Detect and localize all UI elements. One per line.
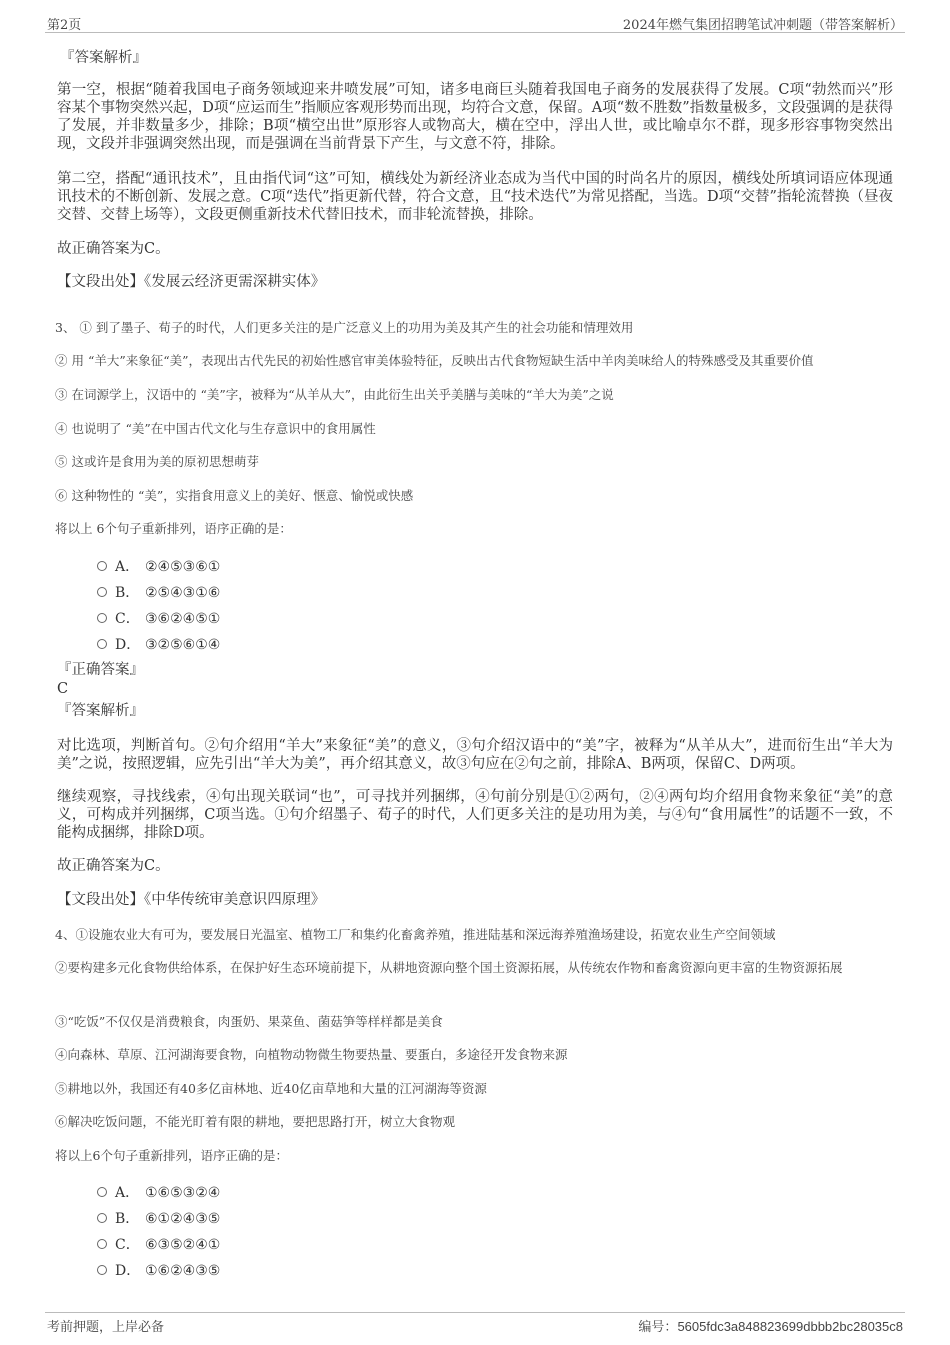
q3-sentence-2: ② 用 “羊大”来象征“美”，表现出古代先民的初始性感官审美体验特征，反映出古代食物短缺生活中羊肉美味给人的特殊感受及其重要价值 <box>55 353 814 368</box>
correct-answer-label: 『正确答案』 <box>57 662 144 678</box>
radio-icon[interactable] <box>97 613 107 623</box>
q3-analysis-paragraph-2: 继续观察，寻找线索，④句出现关联词“也”，可寻找并列捆绑，④句前分别是①②两句，②④两句均介绍用食物来象征“美”的意义，可构成并列捆绑，C项当选。①句介绍墨子、荀子的时代，人们更多关注的是功用为美，与④句“食用属性”的话题不一致，不能构成捆绑，排除D项。 <box>57 789 893 841</box>
q4-option-d[interactable]: D． ①⑥②④③⑤ <box>97 1260 220 1278</box>
q3-sentence-5: ⑤ 这或许是食用为美的原初思想萌芽 <box>55 454 259 469</box>
q3-prompt: 将以上 6个句子重新排列，语序正确的是： <box>55 521 292 536</box>
q4-sentence-2: ②要构建多元化食物供给体系，在保护好生态环境前提下，从耕地资源向整个国土资源拓展，从传统农作物和畜禽资源向更丰富的生物资源拓展 <box>55 960 843 975</box>
radio-icon[interactable] <box>97 587 107 597</box>
page-number: 第2页 <box>47 18 82 33</box>
page-footer <box>45 1312 905 1335</box>
q4-sentence-3: ③“吃饭”不仅仅是消费粮食，肉蛋奶、果菜鱼、菌菇笋等样样都是美食 <box>55 1014 443 1029</box>
analysis-label: 『答案解析』 <box>60 50 147 66</box>
q3-option-c[interactable]: C． ③⑥②④⑤① <box>97 608 220 626</box>
page-header <box>45 12 905 33</box>
q3-text-source: 【文段出处】《中华传统审美意识四原理》 <box>57 892 326 908</box>
q4-option-b[interactable]: B． ⑥①②④③⑤ <box>97 1208 220 1226</box>
q3-sentence-6: ⑥ 这种物性的 “美”，实指食用意义上的美好、惬意、愉悦或快感 <box>55 488 414 503</box>
q4-sentence-5: ⑤耕地以外，我国还有40多亿亩林地、近40亿亩草地和大量的江河湖海等资源 <box>55 1081 487 1096</box>
analysis-conclusion: 故正确答案为C。 <box>57 241 170 257</box>
code-value: 5605fdc3a848823699dbbb2bc28035c8 <box>677 1319 903 1334</box>
q3-option-a[interactable]: A． ②④⑤③⑥① <box>97 556 220 574</box>
analysis-paragraph-2: 第二空，搭配“通讯技术”，且由指代词“这”可知，横线处为新经济业态成为当代中国的时尚名片的原因，横线处所填词语应体现通讯技术的不断创新、发展之意。C项“迭代”指更新代替，符合文意，且“技术迭代”为常见搭配，当选。D项“交替”指轮流替换（昼夜交替、交替上场等），文段更侧重新技术代替旧技术，而非轮流替换，排除。 <box>57 171 893 223</box>
q3-option-b[interactable]: B． ②⑤④③①⑥ <box>97 582 220 600</box>
code-label: 编号： <box>638 1320 678 1335</box>
q4-sentence-1: 4、①设施农业大有可为，要发展日光温室、植物工厂和集约化畜禽养殖，推进陆基和深远海养殖渔场建设，拓宽农业生产空间领域 <box>55 927 776 942</box>
text-source: 【文段出处】《发展云经济更需深耕实体》 <box>57 274 326 290</box>
q3-sentence-4: ④ 也说明了 “美”在中国古代文化与生存意识中的食用属性 <box>55 421 376 436</box>
correct-answer: C <box>57 681 69 697</box>
radio-icon[interactable] <box>97 1265 107 1275</box>
q3-option-d[interactable]: D． ③②⑤⑥①④ <box>97 634 220 652</box>
document-code <box>638 1316 903 1335</box>
document-title: 2024年燃气集团招聘笔试冲刺题（带答案解析） <box>622 18 903 33</box>
footer-slogan: 考前押题，上岸必备 <box>47 1320 165 1335</box>
radio-icon[interactable] <box>97 639 107 649</box>
q4-option-c[interactable]: C． ⑥③⑤②④① <box>97 1234 220 1252</box>
q4-option-a[interactable]: A． ①⑥⑤③②④ <box>97 1182 220 1200</box>
radio-icon[interactable] <box>97 1239 107 1249</box>
q3-analysis-paragraph-1: 对比选项，判断首句。②句介绍用“羊大”来象征“美”的意义，③句介绍汉语中的“美”字，被释为“从羊从大”，进而衍生出“羊大为美”之说，按照逻辑，应先引出“羊大为美”，再介绍其意义，故③句应在②句之前，排除A、B两项，保留C、D两项。 <box>57 738 893 772</box>
radio-icon[interactable] <box>97 561 107 571</box>
q4-sentence-4: ④向森林、草原、江河湖海要食物，向植物动物微生物要热量、要蛋白，多途径开发食物来源 <box>55 1047 568 1062</box>
q3-sentence-3: ③ 在词源学上，汉语中的 “美”字，被释为“从羊从大”，由此衍生出关乎美膳与美味的“羊大为美”之说 <box>55 387 614 402</box>
analysis-paragraph-1: 第一空，根据“随着我国电子商务领域迎来井喷发展”可知，诸多电商巨头随着我国电子商务的发展获得了发展。C项“勃然而兴”形容某个事物突然兴起，D项“应运而生”指顺应客观形势而出现，均符合文意，保留。A项“数不胜数”指数量极多，文段强调的是获得了发展，并非数量多少，排除；B项“横空出世”原形容人或物高大，横在空中，浮出人世，或比喻卓尔不群，现多形容事物突然出现，文段并非强调突然出现，而是强调在当前背景下产生，与文意不符，排除。 <box>57 82 893 152</box>
q3-conclusion: 故正确答案为C。 <box>57 858 170 874</box>
radio-icon[interactable] <box>97 1187 107 1197</box>
q4-sentence-6: ⑥解决吃饭问题，不能光盯着有限的耕地，要把思路打开，树立大食物观 <box>55 1114 456 1129</box>
q4-prompt: 将以上6个句子重新排列，语序正确的是： <box>55 1148 288 1163</box>
analysis-label: 『答案解析』 <box>57 703 144 719</box>
q3-sentence-1: 3、 ① 到了墨子、荀子的时代，人们更多关注的是广泛意义上的功用为美及其产生的社会功能和情理效用 <box>55 320 634 335</box>
radio-icon[interactable] <box>97 1213 107 1223</box>
